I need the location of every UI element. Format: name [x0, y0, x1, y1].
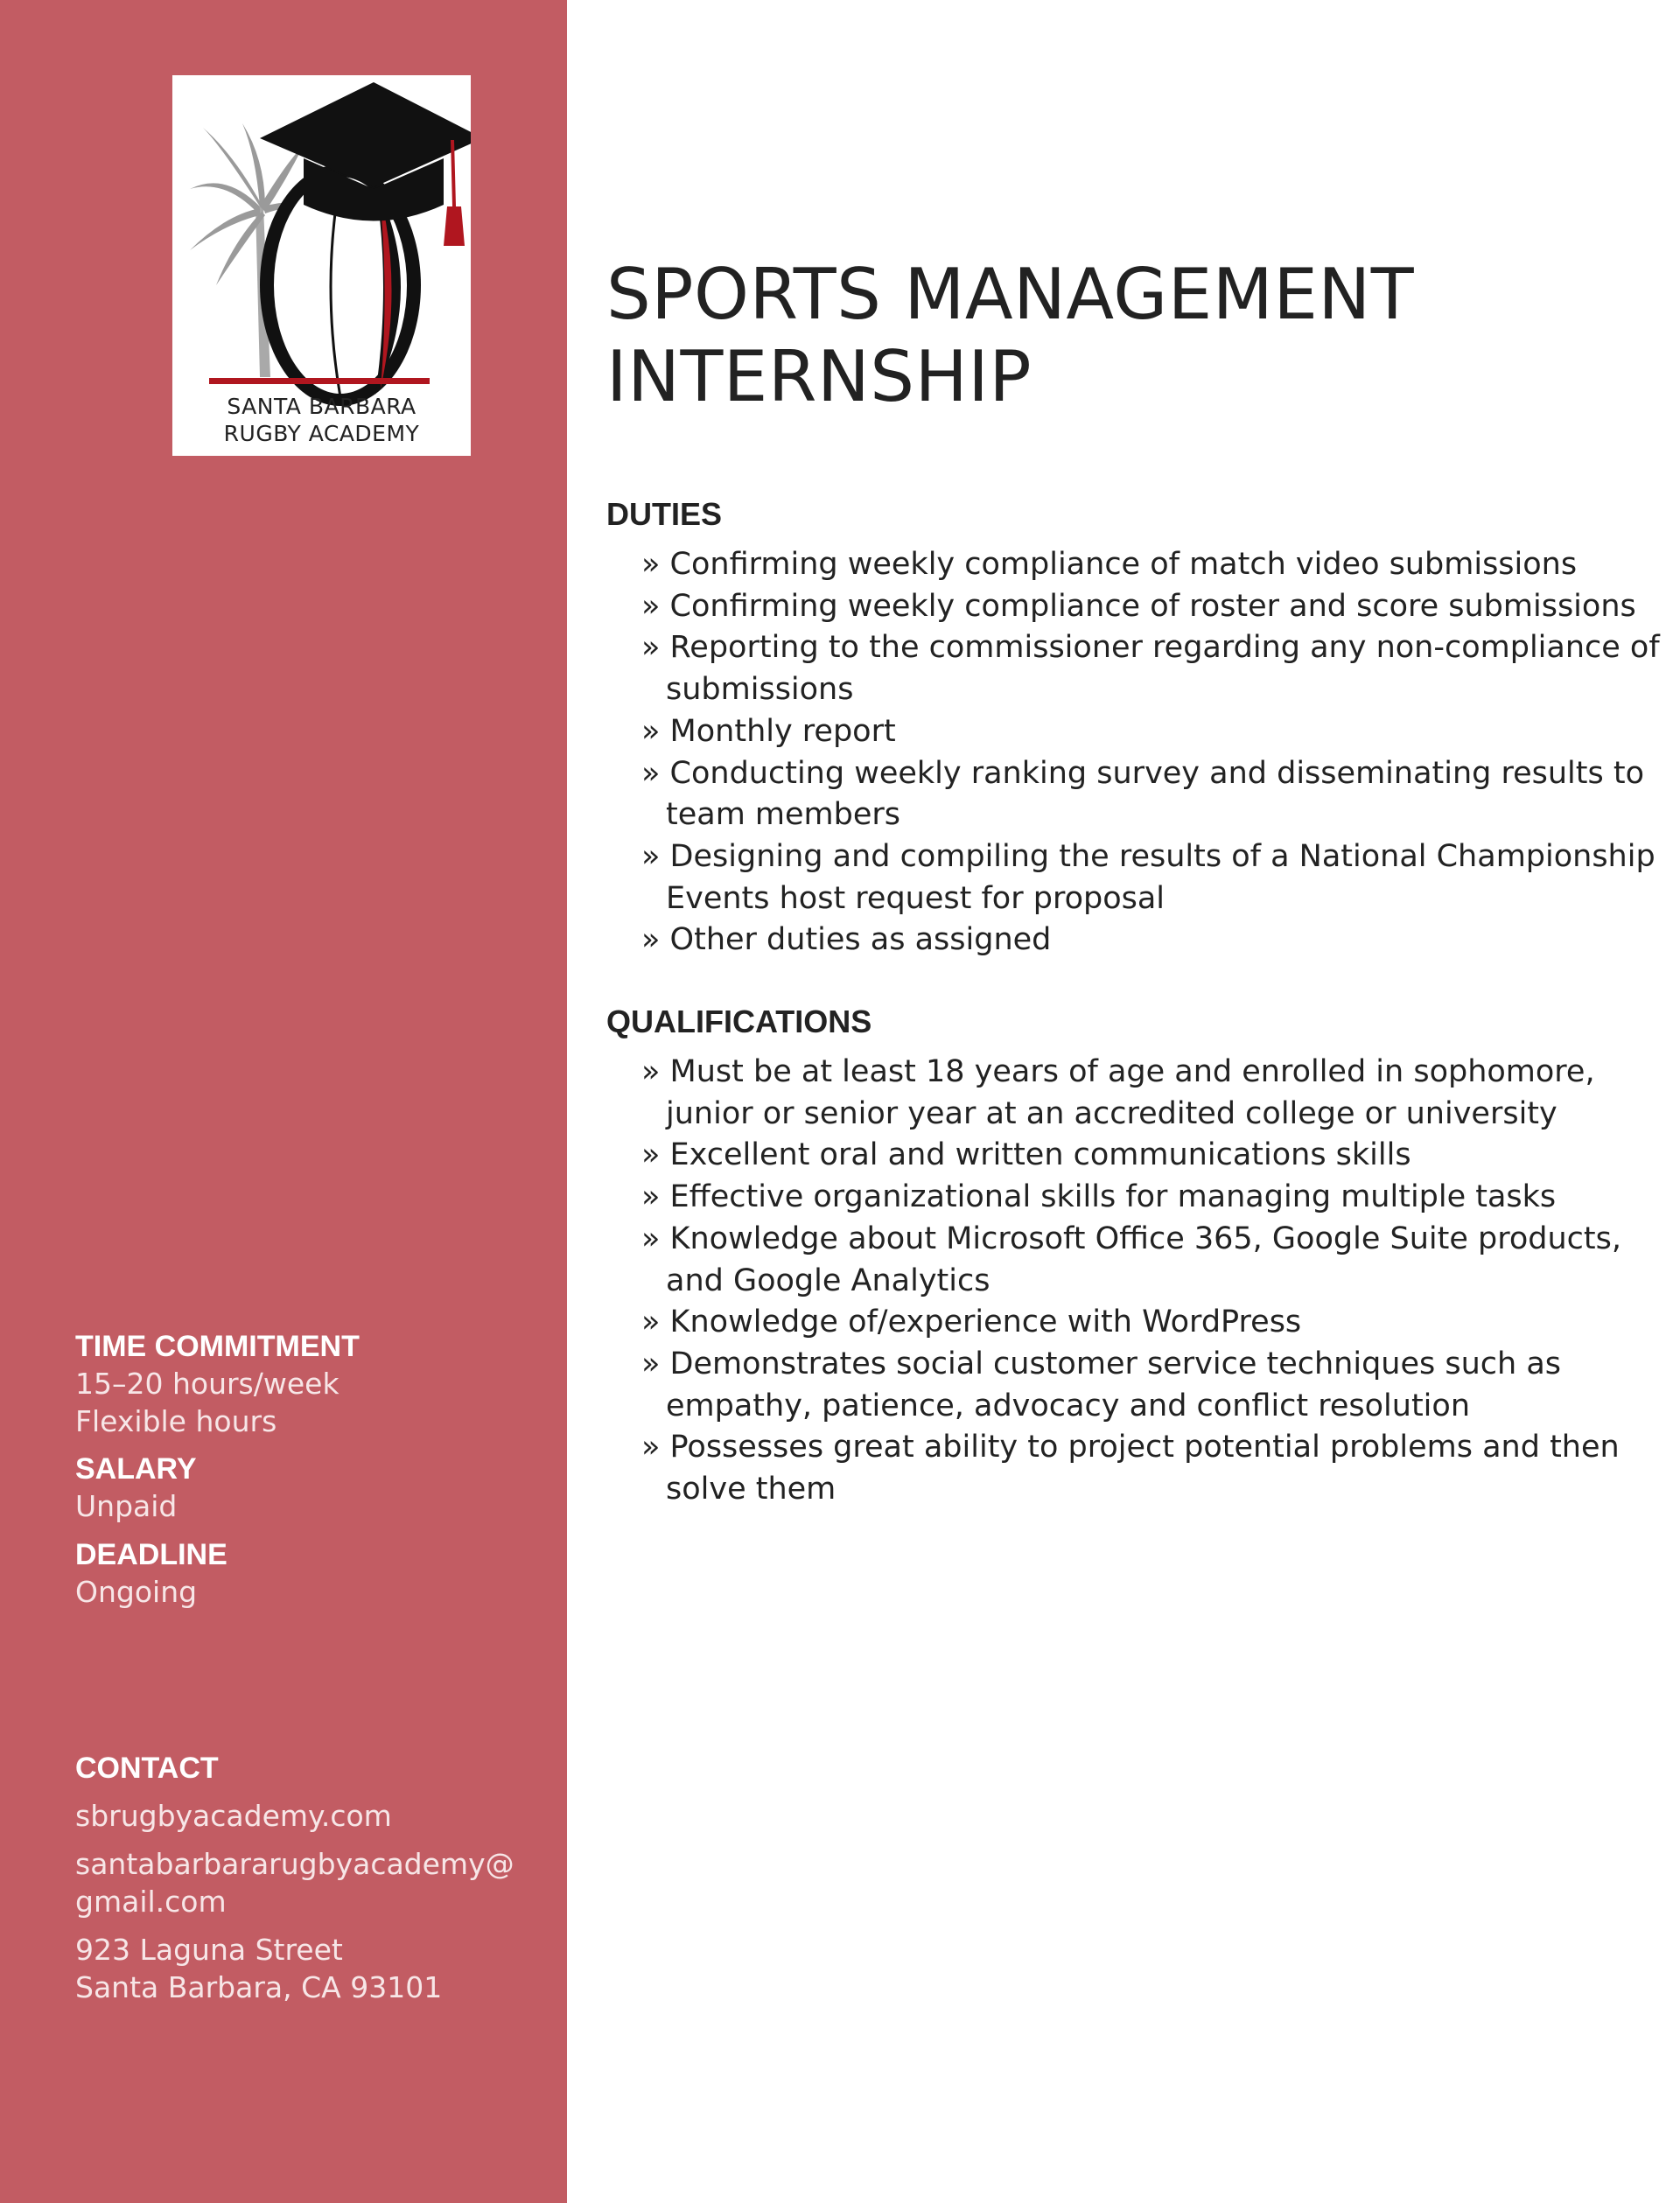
contact-address-line2: Santa Barbara, CA 93101 — [75, 1970, 443, 2004]
list-item: » Knowledge of/experience with WordPress — [641, 1302, 1665, 1344]
salary-value: Unpaid — [75, 1489, 178, 1523]
list-item: » Conducting weekly ranking survey and disseminating results to team members — [641, 753, 1665, 836]
list-item: » Possesses great ability to project potential problems and then solve them — [641, 1427, 1665, 1510]
time-commitment-section — [75, 1328, 548, 1440]
list-item: » Monthly report — [641, 711, 1665, 753]
list-item: » Confirming weekly compliance of match video submissions — [641, 544, 1665, 586]
page-title-line1: SPORTS MANAGEMENT — [606, 254, 1415, 335]
salary-section — [75, 1451, 548, 1525]
qualifications-heading: QUALIFICATIONS — [606, 1004, 872, 1039]
salary-heading: SALARY — [75, 1452, 197, 1486]
page-title — [606, 254, 1656, 418]
logo-text-line2: RUGBY ACADEMY — [223, 421, 420, 446]
time-commitment-heading: TIME COMMITMENT — [75, 1330, 360, 1363]
list-item: » Excellent oral and written communications skills — [641, 1135, 1665, 1177]
qualifications-list — [641, 1052, 1665, 1511]
time-commitment-flexible: Flexible hours — [75, 1404, 277, 1438]
duties-list — [641, 544, 1665, 962]
list-item: » Designing and compiling the results of a National Championship Events host request for proposal — [641, 836, 1665, 920]
sidebar — [0, 0, 567, 2203]
list-item: » Must be at least 18 years of age and enrolled in sophomore, junior or senior year at an accredited college or university — [641, 1052, 1665, 1135]
contact-email-line2[interactable]: gmail.com — [75, 1885, 227, 1919]
contact-heading: CONTACT — [75, 1752, 219, 1785]
logo-text-line1: SANTA BARBARA — [227, 394, 416, 419]
deadline-heading: DEADLINE — [75, 1538, 228, 1571]
deadline-section — [75, 1536, 548, 1611]
contact-section — [75, 1750, 548, 2006]
list-item: » Knowledge about Microsoft Office 365, Google Suite products, and Google Analytics — [641, 1219, 1665, 1302]
duties-heading: DUTIES — [606, 496, 723, 532]
list-item: » Effective organizational skills for managing multiple tasks — [641, 1177, 1665, 1219]
list-item: » Reporting to the commissioner regarding any non-compliance of submissions — [641, 627, 1665, 710]
list-item: » Other duties as assigned — [641, 920, 1665, 962]
list-item: » Demonstrates social customer service techniques such as empathy, patience, advocacy and conflict resolution — [641, 1344, 1665, 1427]
contact-email-line1[interactable]: santabarbararugbyacademy@ — [75, 1847, 514, 1881]
page-title-line2: INTERNSHIP — [606, 336, 1032, 417]
contact-address-line1: 923 Laguna Street — [75, 1933, 343, 1967]
contact-website-link[interactable]: sbrugbyacademy.com — [75, 1799, 392, 1833]
academy-logo — [172, 75, 471, 456]
list-item: » Confirming weekly compliance of roster and score submissions — [641, 586, 1665, 628]
time-commitment-hours: 15–20 hours/week — [75, 1367, 340, 1401]
deadline-value: Ongoing — [75, 1575, 198, 1609]
